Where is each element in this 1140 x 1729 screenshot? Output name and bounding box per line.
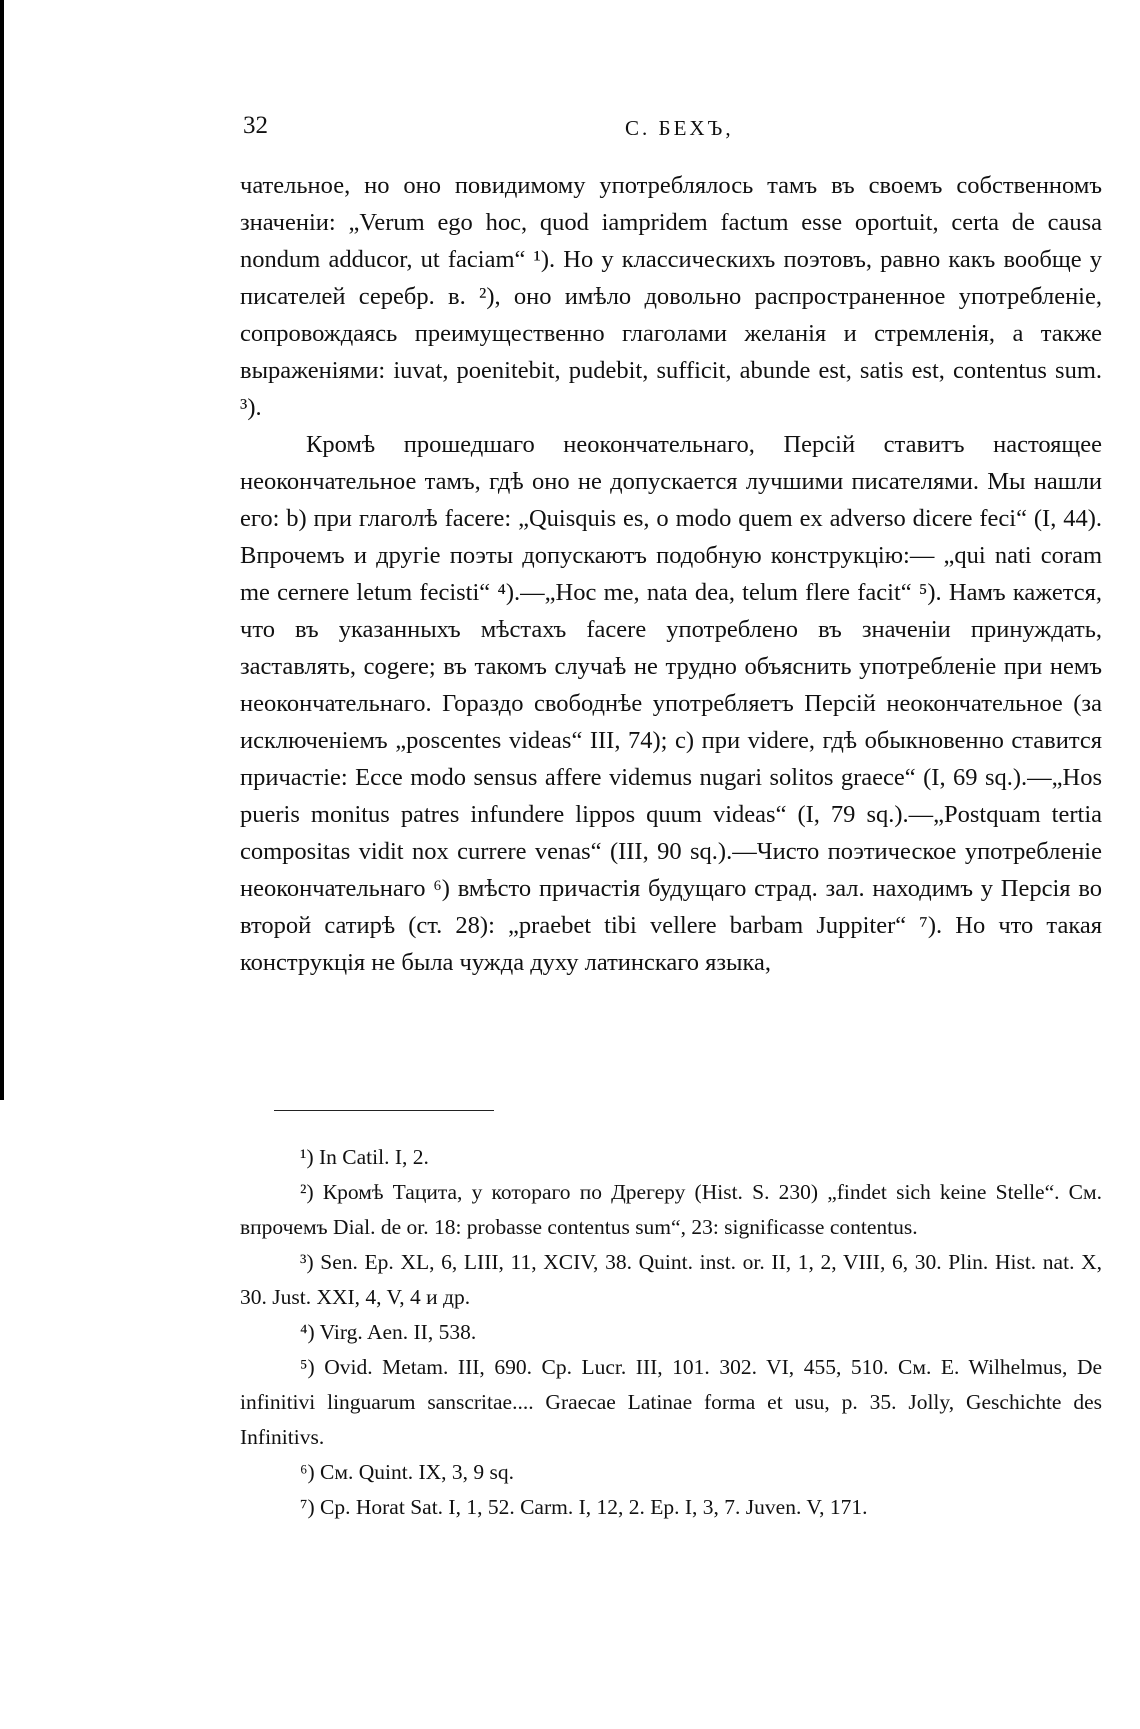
footnote-mark: ⁶) — [300, 1460, 315, 1484]
footnote-mark: ⁷) — [300, 1495, 315, 1519]
paragraph-1: чательное, но оно повидимому употреблялось тамъ въ своемъ собственномъ значеніи: „Verum ego hoc, quod iampridem factum esse oportuit, certa de causa nondum adducor, ut faciam“ ¹). Но у классическихъ поэтовъ, равно какъ вообще у писателей серебр. в. ²), оно имѣло довольно распространенное употребленіе, сопровождаясь преимущественно глаголами желанія и стремленія, а также выраженіями: iuvat, poenitebit, pudebit, sufficit, abunde est, satis est, contentus sum. ³). — [240, 172, 1102, 421]
footnote-mark: ³) — [300, 1250, 314, 1274]
footnote-text: Кромѣ Тацита, у котораго по Дрегеру (Hist. S. 230) „findet sich keine Stelle“. См. впрочемъ Dial. de or. 18: probasse contentus sum“, 23: significasse contentus. — [240, 1180, 1102, 1239]
footnote-text: Ср. Horat Sat. I, 1, 52. Carm. I, 12, 2. Ep. I, 3, 7. Juven. V, 171. — [320, 1495, 868, 1519]
footnote-mark: ²) — [300, 1180, 314, 1204]
footnote-text: См. Quint. IX, 3, 9 sq. — [320, 1460, 515, 1484]
paragraph-2: Кромѣ прошедшаго неокончательнаго, Персій ставитъ настоящее неокончательное тамъ, гдѣ оно не допускается лучшими писателями. Мы нашли его: b) при глаголѣ facere: „Quisquis es, o modo quem ex adverso dicere feci“ (I, 44). Впрочемъ и другіе поэты допускаютъ подобную конструкцію:— „qui nati coram me cernere letum fecisti“ ⁴).—„Hoc me, nata dea, telum flere facit“ ⁵). Намъ кажется, что въ указанныхъ мѣстахъ facere употреблено въ значеніи принуждать, заставлять, cogere; въ такомъ случаѣ не трудно объяснить употребленіе при немъ неокончательнаго. Гораздо свободнѣе употребляетъ Персій неокончательное (за исключеніемъ „poscentes videas“ III, 74); c) при videre, гдѣ обыкновенно ставится причастіе: Ecce modo sensus affere videmus nugari solitos graece“ (I, 69 sq.).—„Hos pueris monitus patres infundere lippos quum videas“ (I, 79 sq.).—„Postquam tertia compositas vidit nox currere venas“ (III, 90 sq.).—Чисто поэтическое употребленіе неокончательнаго ⁶) вмѣсто причастія будущаго страд. зал. находимъ у Персія во второй сатирѣ (ст. 28): „praebet tibi vellere barbam Juppiter“ ⁷). Но что такая конструкція не была чужда духу латинскаго языка, — [240, 431, 1102, 976]
page-header — [243, 112, 1103, 152]
page-edge-line — [0, 0, 4, 1100]
running-title: С. БЕХЪ, — [625, 116, 734, 140]
footnote — [240, 1140, 1102, 1175]
main-text — [240, 167, 1102, 981]
footnote-text: Sen. Ep. XL, 6, LIII, 11, XCIV, 38. Quint. inst. or. II, 1, 2, VIII, 6, 30. Plin. Hist. nat. X, 30. Just. XXI, 4, V, 4 и др. — [240, 1250, 1103, 1309]
footnote-text: Virg. Aen. II, 538. — [319, 1320, 477, 1344]
footnote-text: Ovid. Metam. III, 690. Ср. Lucr. III, 101. 302. VI, 455, 510. См. E. Wilhelmus, De infinitivi linguarum sanscritae.... Graecae Latinae forma et usu, p. 35. Jolly, Geschichte des Infinitivs. — [240, 1355, 1103, 1449]
footnote — [240, 1245, 1102, 1315]
footnote-divider — [274, 1110, 494, 1111]
footnote-text: In Catil. I, 2. — [318, 1145, 429, 1169]
footnote — [240, 1175, 1102, 1245]
footnote — [240, 1350, 1102, 1455]
footnote — [240, 1455, 1102, 1490]
footnote — [240, 1315, 1102, 1350]
footnote-mark: ⁴) — [300, 1320, 315, 1344]
footnote-mark: ⁵) — [300, 1355, 315, 1379]
page-number: 32 — [243, 112, 268, 139]
footnotes — [240, 1140, 1102, 1525]
footnote — [240, 1490, 1102, 1525]
footnote-mark: ¹) — [300, 1145, 314, 1169]
